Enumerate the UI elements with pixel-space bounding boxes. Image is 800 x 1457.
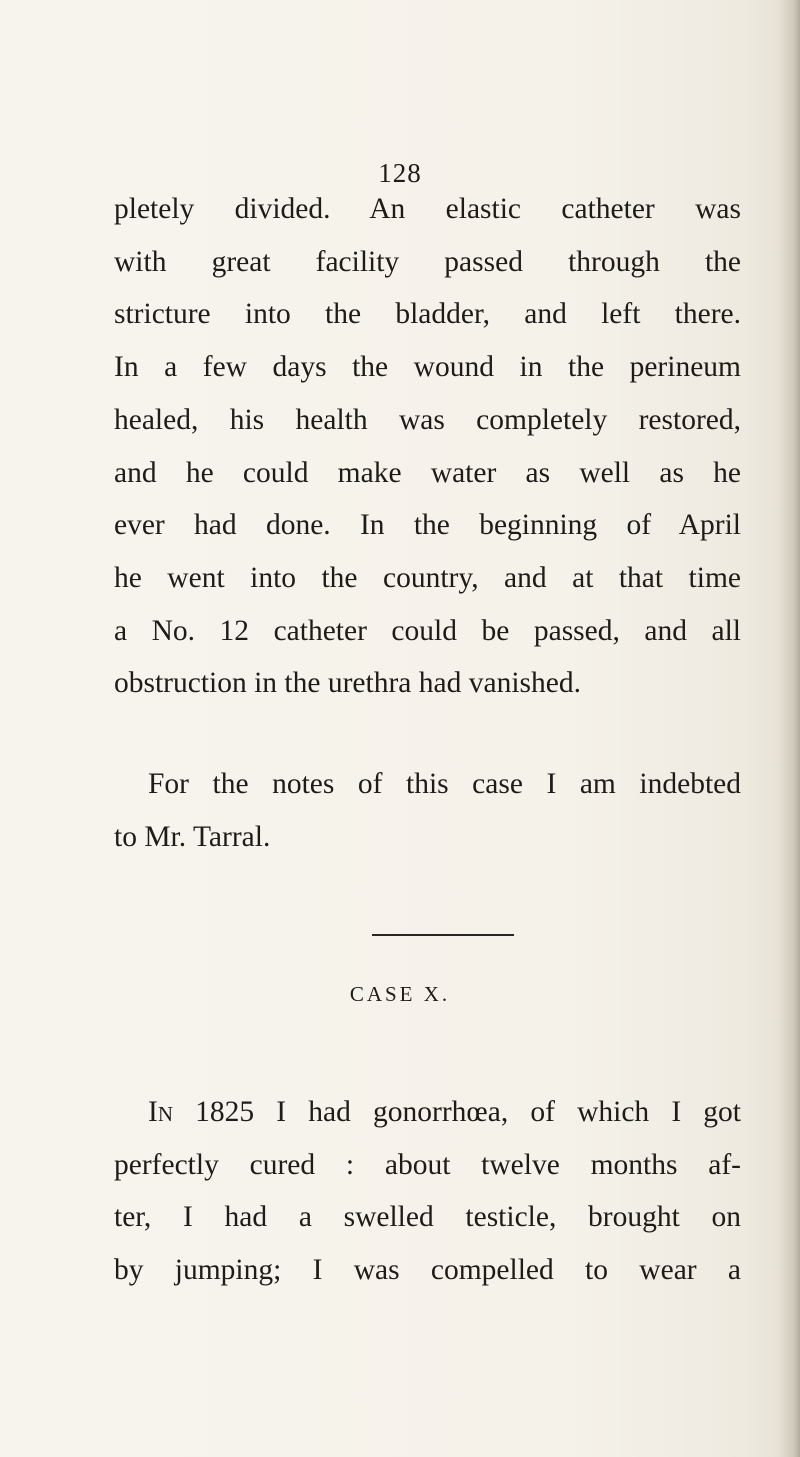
page-edge-shadow xyxy=(778,0,800,1457)
section-divider xyxy=(372,934,514,936)
text-line-rest: 1825 I had gonorrhœa, of which I got xyxy=(195,1096,741,1128)
text-line: obstruction in the urethra had vanished. xyxy=(114,667,581,700)
text-line: perfectly cured : about twelve months af- xyxy=(114,1148,741,1181)
text-line: pletely divided. An elastic catheter was xyxy=(114,193,741,225)
paragraph-case-x xyxy=(114,1086,741,1297)
text-line: a No. 12 catheter could be passed, and all xyxy=(114,614,741,647)
text-line: In a few days the wound in the perineum xyxy=(114,351,741,384)
paragraph-acknowledgement xyxy=(114,758,741,863)
text-line: he went into the country, and at that time xyxy=(114,561,741,594)
case-heading: CASE X. xyxy=(349,982,451,1006)
text-line xyxy=(114,1086,741,1139)
text-line: by jumping; I was compelled to wear a xyxy=(114,1254,741,1287)
text-line: to Mr. Tarral. xyxy=(114,820,271,853)
text-line: healed, his health was completely restored, xyxy=(114,403,741,436)
text-line: ter, I had a swelled testicle, brought on xyxy=(114,1201,741,1234)
text-line: ever had done. In the beginning of April xyxy=(114,509,741,542)
text-line: For the notes of this case I am indebted xyxy=(148,768,741,800)
drop-word: In xyxy=(148,1096,173,1128)
page-number: 128 xyxy=(378,158,422,188)
text-line: and he could make water as well as he xyxy=(114,456,741,489)
paragraph-continuation xyxy=(114,183,741,710)
text-line: with great facility passed through the xyxy=(114,245,741,278)
text-line: stricture into the bladder, and left there. xyxy=(114,298,741,331)
